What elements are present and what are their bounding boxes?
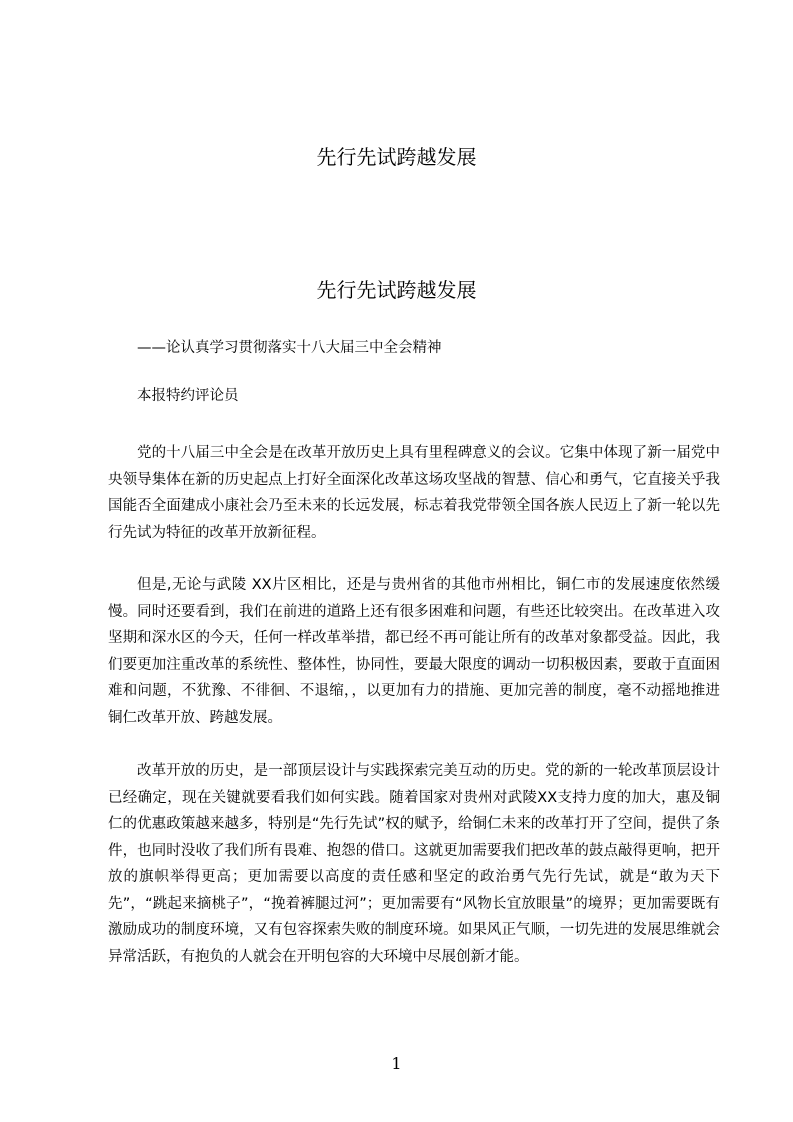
- header-title: 先行先试跨越发展: [316, 145, 477, 169]
- page-number: 1: [391, 1054, 402, 1073]
- article-title: 先行先试跨越发展: [316, 278, 477, 302]
- article-subtitle: ——论认真学习贯彻落实十八大届三中全会精神: [137, 340, 442, 356]
- paragraph-1: 党的十八届三中全会是在改革开放历史上具有里程碑意义的会议。它集中体现了新一届党中央领导集体在新的历史起点上打好全面深化改革这场攻坚战的智慧、信心和勇气，它直接关乎我国能否全面建成小康社会乃至未来的长远发展，标志着我党带领全国各族人民迈上了新一轮以先行先试为特征的改革开放新征程。: [108, 445, 720, 541]
- byline: 本报特约评论员: [137, 388, 239, 404]
- paragraph-2: 但是,无论与武陵 XX片区相比，还是与贵州省的其他市州相比，铜仁市的发展速度依然缓慢。同时还要看到，我们在前进的道路上还有很多困难和问题，有些还比较突出。在改革进入攻坚期和深水区的今天，任何一样改革举措，都已经不再可能让所有的改革对象都受益。因此，我们要更加注重改革的系统性、整体性，协同性，要最大限度的调动一切积极因素，要敢于直面困难和问题，不犹豫、不徘徊、不退缩，，以更加有力的措施、更加完善的制度，毫不动摇地推进铜仁改革开放、跨越发展。: [108, 577, 720, 726]
- paragraph-3: 改革开放的历史，是一部顶层设计与实践探索完美互动的历史。党的新的一轮改革顶层设计已经确定，现在关键就要看我们如何实践。随着国家对贵州对武陵XX支持力度的加大，惠及铜仁的优惠政策越来越多，特别是“先行先试”权的赋予，给铜仁未来的改革打开了空间，提供了条件，也同时没收了我们所有畏难、抱怨的借口。这就更加需要我们把改革的鼓点敲得更响，把开放的旗帜举得更高；更加需要以高度的责任感和坚定的政治勇气先行先试，就是“敢为天下先”，“跳起来摘桃子”，“挽着裤腿过河”；更加需要有“风物长宜放眼量”的境界；更加需要既有激励成功的制度环境，又有包容探索失败的制度环境。如果风正气顺，一切先进的发展思维就会异常活跃，有抱负的人就会在开明包容的大环境中尽展创新才能。: [108, 763, 720, 965]
